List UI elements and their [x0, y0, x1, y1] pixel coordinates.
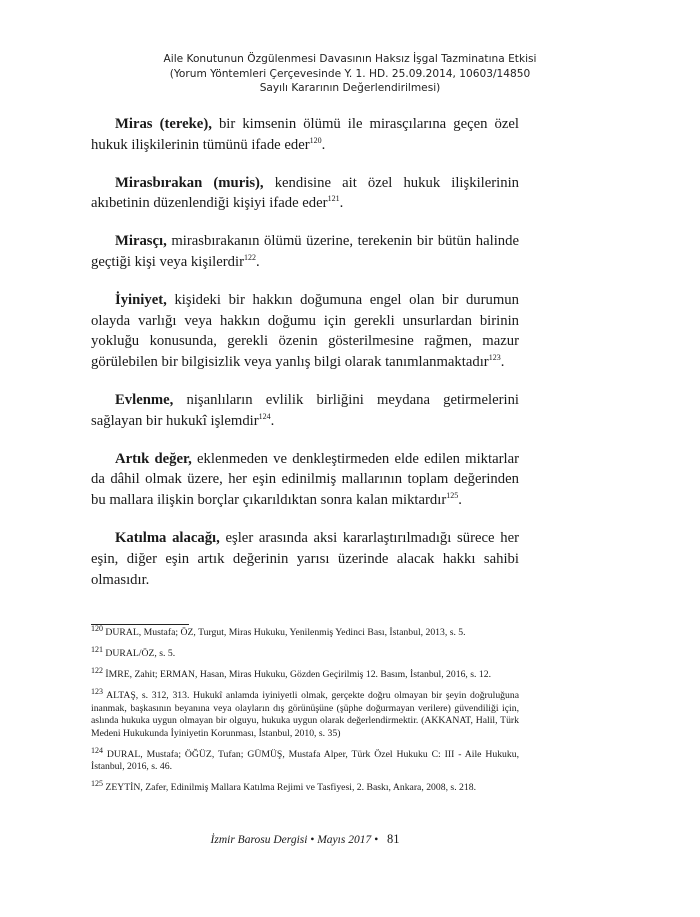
footnote [91, 665, 519, 682]
defined-term: Katılma alacağı, [115, 529, 220, 546]
footnote-text: DURAL, Mustafa; ÖĞÜZ, Tufan; GÜMÜŞ, Mustafa Alper, Türk Özel Hukuku C: III - Aile Hukuku, İstanbul, 2016, s. 46. [91, 748, 519, 773]
footnote-text: DURAL/ÖZ, s. 5. [103, 647, 176, 659]
definition-paragraph [91, 528, 519, 590]
footnote-ref: 124 [258, 411, 271, 421]
definition-paragraph [91, 390, 519, 432]
header-line-2: (Yorum Yöntemleri Çerçevesinde Y. 1. HD. 25.09.2014, 10603/14850 [169, 67, 531, 80]
body-text [91, 114, 519, 607]
defined-term: Miras (tereke), [115, 116, 212, 132]
definition-paragraph [91, 114, 519, 156]
footnote-number: 121 [91, 644, 103, 654]
defined-term: Mirasbırakan (muris), [115, 174, 264, 191]
defined-term: İyiniyet, [115, 291, 167, 308]
page-number: 81 [386, 832, 400, 846]
footnote [91, 745, 519, 774]
footnote-text: ZEYTİN, Zafer, Edinilmiş Mallara Katılma Rejimi ve Tasfiyesi, 2. Baskı, Ankara, 2008, s. 218. [103, 782, 476, 794]
footnote-ref: 125 [446, 491, 459, 501]
footnote-ref: 123 [488, 353, 501, 363]
sentence-end: . [270, 412, 275, 429]
footnote-text: DURAL, Mustafa; ÖZ, Turgut, Miras Hukuku, Yenilenmiş Yedinci Bası, İstanbul, 2013, s. 5. [103, 627, 466, 638]
footnote-number: 125 [91, 779, 103, 789]
definition-text: kişideki bir hakkın doğumuna engel olan bir durumun olayda varlığı veya hakkın doğumu için gerekli unsurlardan birinin yokluğu konusunda, gerekli özenin gösterilmesine rağmen, mazur görülebilen bir bilgisizlik veya yanlış bilgi olarak tanımlanmaktadır [91, 291, 519, 371]
footnote-ref: 121 [327, 194, 340, 204]
sentence-end: . [458, 492, 462, 509]
header-line-1: Aile Konutunun Özgülenmesi Davasının Haksız İşgal Tazminatına Etkisi [163, 53, 537, 65]
journal-name: İzmir Barosu Dergisi • Mayıs 2017 • [210, 834, 379, 846]
footnote [91, 779, 519, 795]
header-line-3: Sayılı Kararının Değerlendirilmesi) [259, 82, 441, 94]
footnote-ref: 120 [309, 135, 322, 145]
definition-paragraph [91, 449, 519, 511]
definition-text: bir kimsenin ölümü ile mirasçılarına geçen özel hukuk ilişkilerinin tümünü ifade eder [91, 116, 519, 153]
footnote-number: 124 [91, 745, 103, 755]
footnote-text: İMRE, Zahit; ERMAN, Hasan, Miras Hukuku, Gözden Geçirilmiş 12. Basım, İstanbul, 2016, s. 12. [103, 668, 491, 680]
footnote-number: 120 [91, 623, 103, 633]
footnote-text: ALTAŞ, s. 312, 313. Hukukî anlamda iyiniyetli olmak, gerçekte doğru olmayan bir şeyin doğruluğuna inanmak, başkasının beyanına veya olayların dış görünüşüne (şüphe doğurmayan verilere) güvendiliği için, aslında hukuka uygun olmayan bir olguyu, hukuka uygun olarak değerlendirmektir. (AKKANAT, Halil, Türk Medeni Hukukunda İyiniyetin Korunması, İstanbul, 2010, s. 35) [91, 689, 519, 739]
definition-text: nişanlıların evlilik birliğini meydana getirmelerini sağlayan bir hukukî işlemdir [91, 391, 519, 429]
definition-paragraph [91, 173, 519, 215]
footnote [91, 623, 519, 640]
footnote-number: 123 [91, 686, 103, 696]
definition-text: eklenmeden ve denkleştirmeden elde edilen miktarlar da dâhil olmak üzere, her eşin edinilmiş mallarının toplam değerinden bu mallara ilişkin borçlar çıkarıldıktan sonra kalan miktardır [91, 450, 519, 509]
definition-paragraph [91, 231, 519, 273]
sentence-end: . [339, 195, 344, 212]
footnote [91, 644, 519, 661]
definition-text: kendisine ait özel hukuk ilişkilerinin akıbetinin düzenlendiği kişiyi ifade eder [91, 174, 519, 212]
definition-paragraph [91, 290, 519, 373]
footnote-ref: 122 [243, 253, 256, 263]
running-header [90, 52, 610, 96]
footnotes [91, 623, 519, 803]
defined-term: Evlenme, [115, 391, 174, 408]
sentence-end: . [321, 136, 326, 153]
defined-term: Artık değer, [115, 450, 192, 467]
definition-text: mirasbırakanın ölümü üzerine, terekenin bir bütün halinde geçtiği kişi veya kişilerdir [91, 233, 519, 270]
sentence-end: . [255, 253, 260, 270]
sentence-end: . [500, 354, 505, 371]
footnote-separator [91, 624, 189, 625]
footnote [91, 686, 519, 740]
page-footer [91, 832, 519, 847]
footnote-number: 122 [91, 665, 103, 675]
definition-text: eşler arasında aksi kararlaştırılmadığı sürece her eşin, diğer eşin artık değerinin yarısı üzerinde alacak hakkı sahibi olmasıdır. [91, 529, 519, 588]
defined-term: Mirasçı, [115, 233, 167, 250]
